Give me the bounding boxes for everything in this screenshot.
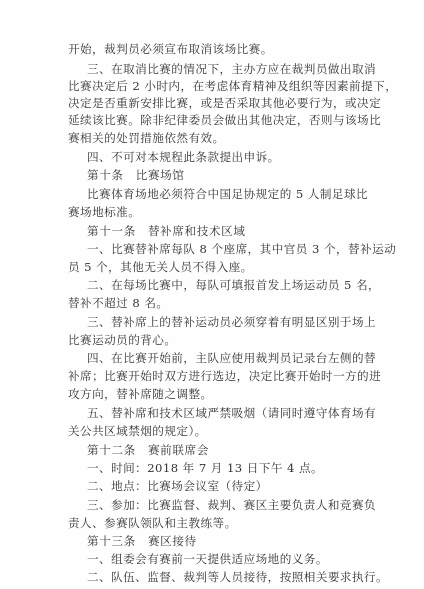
text-line: 赛场地标准。 (68, 205, 141, 220)
text-line: 比赛运动员的背心。 (68, 333, 177, 348)
text-line: 替补不超过 8 名。 (68, 296, 169, 311)
text-line: 关公共区域禁烟的规定）。 (68, 424, 207, 439)
section-heading: 第十条 比赛场馆 (87, 168, 185, 183)
text-line: 开始，裁判员必须宣布取消该场比赛。 (68, 42, 273, 56)
text-line: 决定是否重新安排比赛，或是否采取其他必要行为，或决定 (68, 96, 382, 111)
section-heading: 第十一条 替补席和技术区域 (87, 224, 246, 238)
text-line: 二、队伍、监督、裁判等人员接待，按照相关要求执行。 (87, 570, 389, 584)
text-line: 四、不可对本规程此条款提出申诉。 (87, 150, 280, 165)
text-line: 一、比赛替补席每队 8 个座席，其中官员 3 个，替补运动 (87, 242, 397, 256)
text-line: 补席；比赛开始时双方进行选边，决定比赛开始时一方的进 (68, 369, 382, 384)
text-line: 攻方向，替补席随之调整。 (68, 387, 213, 402)
text-line: 二、地点：比赛场会议室（待定） (87, 479, 268, 493)
text-line: 比赛体育场地必须符合中国足协规定的 5 人制足球比 (87, 187, 369, 202)
text-line: 三、替补席上的替补运动员必须穿着有明显区别于场上 (87, 315, 377, 329)
text-line: 三、参加：比赛监督、裁判、赛区主要负责人和竞赛负 (87, 497, 377, 512)
text-line: 延续该比赛。除非纪律委员会做出其他决定，否则与该场比 (68, 113, 382, 128)
section-heading: 第十三条 赛区接待 (87, 533, 197, 548)
text-line: 员 5 个，其他无关人员不得入座。 (68, 260, 253, 275)
text-line: 三、在取消比赛的情况下，主办方应在裁判员做出取消 (87, 61, 377, 76)
text-line: 二、在每场比赛中，每队可填报首发上场运动员 5 名， (87, 278, 381, 293)
section-heading: 第十二条 赛前联席会 (87, 442, 209, 457)
text-line: 一、时间：2018 年 7 月 13 日下午 4 点。 (87, 461, 324, 475)
text-line: 赛相关的处罚措施依然有效。 (68, 130, 225, 145)
text-line: 责人、参赛队领队和主教练等。 (68, 515, 237, 530)
text-line: 四、在比赛开始前，主队应使用裁判员记录台左侧的替 (87, 351, 377, 366)
text-line: 一、组委会有赛前一天提供适应场地的义务。 (87, 552, 328, 566)
text-line: 比赛决定后 2 小时内，在考虑体育精神及组织等因素前提下， (68, 78, 398, 93)
text-line: 五、替补席和技术区域严禁吸烟（请同时遵守体育场有 (87, 406, 377, 420)
